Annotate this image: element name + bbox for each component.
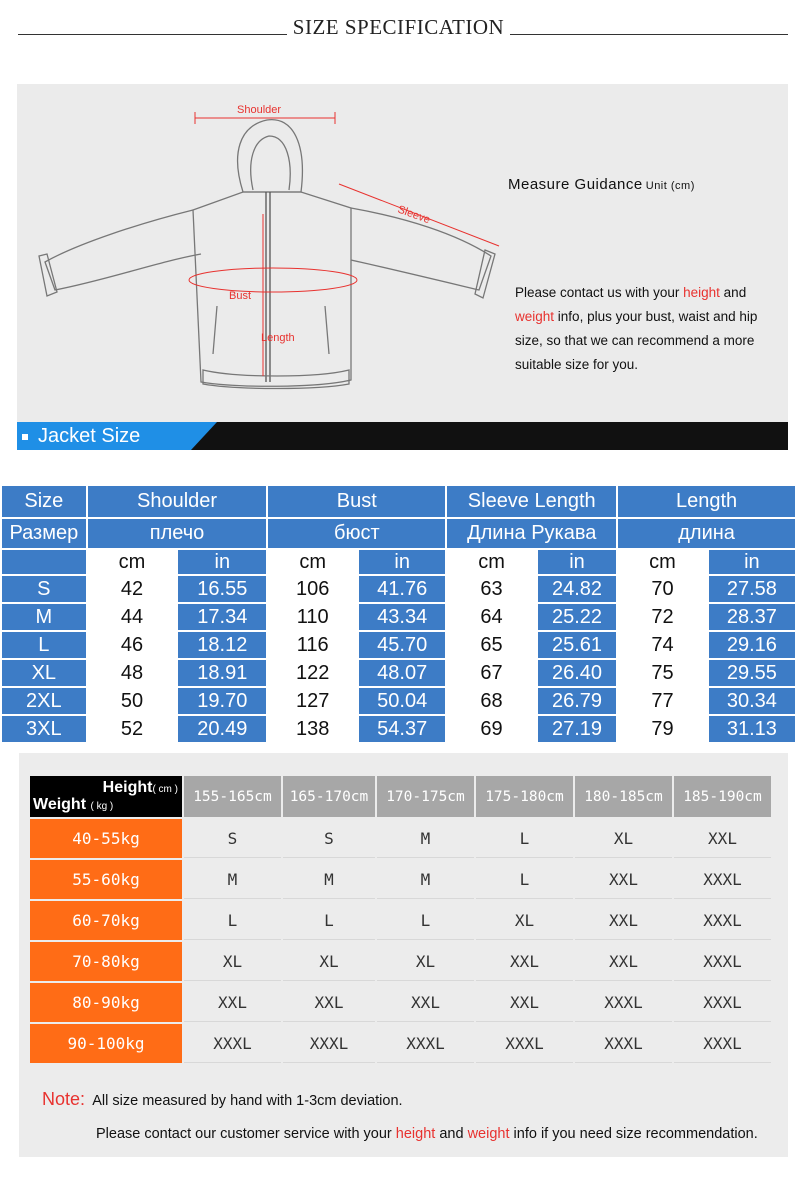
height-header: 180-185cm bbox=[575, 776, 672, 817]
fit-cell: M bbox=[283, 860, 375, 899]
fit-cell: L bbox=[476, 819, 573, 858]
fit-cell: S bbox=[184, 819, 281, 858]
weight-label: 80-90kg bbox=[30, 983, 182, 1022]
fit-cell: XXL bbox=[283, 983, 375, 1022]
fit-cell: L bbox=[377, 901, 474, 940]
cell: 30.34 bbox=[709, 688, 795, 714]
jacket-diagram bbox=[17, 84, 517, 414]
jacket-size-label: Jacket Size bbox=[22, 422, 140, 450]
fit-cell: M bbox=[377, 819, 474, 858]
cell: 16.55 bbox=[178, 576, 266, 602]
fit-row bbox=[30, 901, 771, 940]
guidance-contact-text: Please contact us with your height and weight info, plus your bust, waist and hip size, so that we can recommend a more suitable size for you. bbox=[515, 285, 758, 372]
cell: 54.37 bbox=[359, 716, 445, 742]
fit-cell: XXL bbox=[476, 942, 573, 981]
fit-cell: L bbox=[476, 860, 573, 899]
col-header-bust-ru: бюст bbox=[268, 519, 445, 548]
unit-cm: cm bbox=[618, 550, 707, 574]
fit-cell: XXXL bbox=[476, 1024, 573, 1063]
fit-cell: XXL bbox=[575, 942, 672, 981]
unit-in: in bbox=[359, 550, 445, 574]
cell: 26.40 bbox=[538, 660, 616, 686]
size-label: 2XL bbox=[2, 688, 86, 714]
fit-cell: XXL bbox=[575, 901, 672, 940]
cell: 28.37 bbox=[709, 604, 795, 630]
fit-cell: XXL bbox=[674, 819, 771, 858]
size-label: L bbox=[2, 632, 86, 658]
bullet-icon bbox=[22, 434, 28, 440]
size-header-corner: Size bbox=[2, 486, 86, 517]
label-length: Length bbox=[261, 332, 295, 344]
cell: 52 bbox=[88, 716, 177, 742]
cell: 29.55 bbox=[709, 660, 795, 686]
size-header-corner-ru: Размер bbox=[2, 519, 86, 548]
cell: 75 bbox=[618, 660, 707, 686]
cell: 50 bbox=[88, 688, 177, 714]
height-header: 185-190cm bbox=[674, 776, 771, 817]
fit-cell: XL bbox=[283, 942, 375, 981]
unit-cm: cm bbox=[88, 550, 177, 574]
fit-table-corner bbox=[30, 776, 182, 817]
cell: 74 bbox=[618, 632, 707, 658]
col-header-shoulder: Shoulder bbox=[88, 486, 267, 517]
fit-cell: XXL bbox=[575, 860, 672, 899]
fit-table bbox=[28, 774, 773, 1065]
fit-cell: XXL bbox=[377, 983, 474, 1022]
size-table bbox=[0, 484, 797, 744]
height-header: 155-165cm bbox=[184, 776, 281, 817]
fit-row bbox=[30, 983, 771, 1022]
fit-row bbox=[30, 819, 771, 858]
cell: 27.58 bbox=[709, 576, 795, 602]
note-label: Note: bbox=[42, 1089, 86, 1109]
fit-cell: XL bbox=[575, 819, 672, 858]
label-bust: Bust bbox=[229, 290, 252, 302]
cell: 68 bbox=[447, 688, 536, 714]
fit-row bbox=[30, 860, 771, 899]
size-label: S bbox=[2, 576, 86, 602]
fit-cell: XXL bbox=[184, 983, 281, 1022]
cell: 17.34 bbox=[178, 604, 266, 630]
cell: 72 bbox=[618, 604, 707, 630]
cell: 48 bbox=[88, 660, 177, 686]
fit-cell: XL bbox=[377, 942, 474, 981]
col-header-sleeve: Sleeve Length bbox=[447, 486, 616, 517]
fit-cell: XXXL bbox=[283, 1024, 375, 1063]
height-header: 175-180cm bbox=[476, 776, 573, 817]
unit-in: in bbox=[538, 550, 616, 574]
fit-cell: XXXL bbox=[674, 942, 771, 981]
cell: 43.34 bbox=[359, 604, 445, 630]
cell: 29.16 bbox=[709, 632, 795, 658]
cell: 79 bbox=[618, 716, 707, 742]
cell: 69 bbox=[447, 716, 536, 742]
col-header-bust: Bust bbox=[268, 486, 445, 517]
cell: 46 bbox=[88, 632, 177, 658]
cell: 63 bbox=[447, 576, 536, 602]
weight-label: 40-55kg bbox=[30, 819, 182, 858]
unit-row-spacer bbox=[2, 550, 86, 574]
cell: 31.13 bbox=[709, 716, 795, 742]
fit-cell: XXXL bbox=[184, 1024, 281, 1063]
size-label: 3XL bbox=[2, 716, 86, 742]
cell: 67 bbox=[447, 660, 536, 686]
fit-cell: XXXL bbox=[674, 860, 771, 899]
weight-label: 55-60kg bbox=[30, 860, 182, 899]
fit-cell: XXXL bbox=[377, 1024, 474, 1063]
page-title: SIZE SPECIFICATION bbox=[0, 15, 797, 40]
height-axis-label: Height( cm ) bbox=[102, 779, 178, 796]
fit-cell: M bbox=[184, 860, 281, 899]
fit-cell: L bbox=[283, 901, 375, 940]
note-text: All size measured by hand with 1-3cm deviation. bbox=[92, 1093, 403, 1109]
size-row bbox=[2, 576, 795, 602]
size-row bbox=[2, 688, 795, 714]
cell: 26.79 bbox=[538, 688, 616, 714]
height-header: 165-170cm bbox=[283, 776, 375, 817]
cell: 110 bbox=[268, 604, 357, 630]
cell: 19.70 bbox=[178, 688, 266, 714]
cell: 27.19 bbox=[538, 716, 616, 742]
size-row bbox=[2, 632, 795, 658]
cell: 138 bbox=[268, 716, 357, 742]
cell: 24.82 bbox=[538, 576, 616, 602]
fit-cell: S bbox=[283, 819, 375, 858]
size-label: XL bbox=[2, 660, 86, 686]
cell: 122 bbox=[268, 660, 357, 686]
col-header-shoulder-ru: плечо bbox=[88, 519, 267, 548]
cell: 42 bbox=[88, 576, 177, 602]
unit-in: in bbox=[178, 550, 266, 574]
unit-cm: cm bbox=[447, 550, 536, 574]
size-row bbox=[2, 660, 795, 686]
measure-guidance-title: Measure Guidance Unit (cm) bbox=[508, 176, 695, 193]
cell: 65 bbox=[447, 632, 536, 658]
unit-cm: cm bbox=[268, 550, 357, 574]
unit-in: in bbox=[709, 550, 795, 574]
height-header: 170-175cm bbox=[377, 776, 474, 817]
weight-axis-label: Weight ( kg ) bbox=[33, 796, 114, 813]
cell: 44 bbox=[88, 604, 177, 630]
size-row bbox=[2, 604, 795, 630]
label-sleeve: Sleeve bbox=[395, 203, 432, 227]
weight-label: 90-100kg bbox=[30, 1024, 182, 1063]
weight-label: 60-70kg bbox=[30, 901, 182, 940]
fit-cell: XL bbox=[184, 942, 281, 981]
cell: 50.04 bbox=[359, 688, 445, 714]
cell: 18.12 bbox=[178, 632, 266, 658]
size-label: M bbox=[2, 604, 86, 630]
fit-cell: XXXL bbox=[674, 983, 771, 1022]
cell: 106 bbox=[268, 576, 357, 602]
cell: 18.91 bbox=[178, 660, 266, 686]
col-header-length-ru: длина bbox=[618, 519, 795, 548]
cell: 127 bbox=[268, 688, 357, 714]
fit-cell: XXL bbox=[476, 983, 573, 1022]
cell: 45.70 bbox=[359, 632, 445, 658]
fit-cell: XXXL bbox=[575, 983, 672, 1022]
label-shoulder: Shoulder bbox=[237, 104, 282, 116]
cell: 64 bbox=[447, 604, 536, 630]
weight-label: 70-80kg bbox=[30, 942, 182, 981]
fit-row bbox=[30, 1024, 771, 1063]
fit-cell: XXXL bbox=[575, 1024, 672, 1063]
col-header-sleeve-ru: Длина Рукава bbox=[447, 519, 616, 548]
fit-cell: XL bbox=[476, 901, 573, 940]
cell: 48.07 bbox=[359, 660, 445, 686]
cell: 41.76 bbox=[359, 576, 445, 602]
size-row bbox=[2, 716, 795, 742]
cell: 77 bbox=[618, 688, 707, 714]
fit-cell: XXXL bbox=[674, 1024, 771, 1063]
cell: 116 bbox=[268, 632, 357, 658]
contact-note: Please contact our customer service with your height and weight info if you need size recommendation. bbox=[96, 1126, 758, 1142]
fit-row bbox=[30, 942, 771, 981]
cell: 70 bbox=[618, 576, 707, 602]
fit-cell: XXXL bbox=[674, 901, 771, 940]
col-header-length: Length bbox=[618, 486, 795, 517]
fit-cell: M bbox=[377, 860, 474, 899]
fit-cell: L bbox=[184, 901, 281, 940]
cell: 25.22 bbox=[538, 604, 616, 630]
cell: 25.61 bbox=[538, 632, 616, 658]
note-line bbox=[42, 1089, 403, 1110]
cell: 20.49 bbox=[178, 716, 266, 742]
